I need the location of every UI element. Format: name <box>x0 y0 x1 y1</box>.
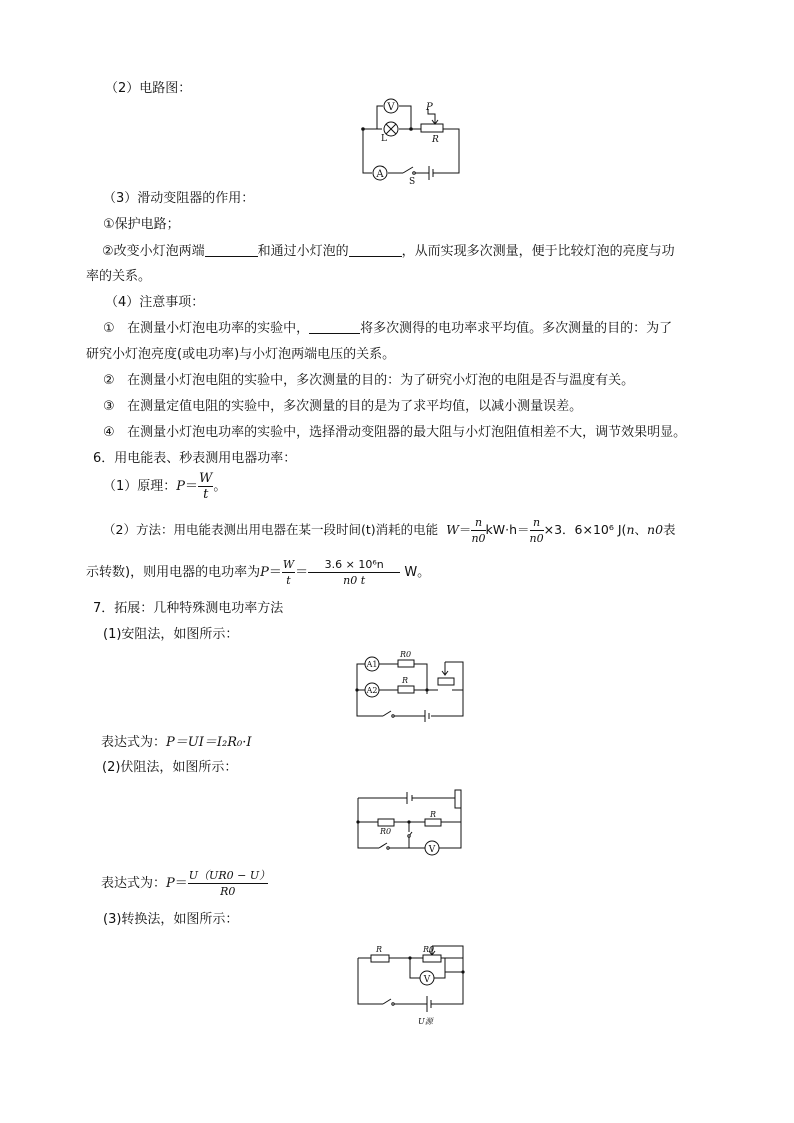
rheostat-symbol <box>423 955 441 962</box>
voltmeter-label: V <box>423 975 431 985</box>
resistor-r-label: R <box>376 945 383 954</box>
rheostat-symbol <box>438 678 454 685</box>
rheostat-label: R0 <box>423 945 435 954</box>
resistor-r-symbol <box>371 955 389 962</box>
rheostat-label: R <box>432 135 439 145</box>
answer-blank[interactable] <box>309 320 360 334</box>
section-4-heading: （4）注意事项： <box>105 295 205 310</box>
resistor-r0-symbol <box>398 660 414 667</box>
note-4: ④ 在测量小灯泡电功率的实验中，选择滑动变阻器的最大阻与小灯泡阻值相差不大，调节效果明显。 <box>103 425 687 440</box>
section-3-item-1: ①保护电路； <box>103 217 180 232</box>
source-voltage-label: U源 <box>418 1017 433 1026</box>
lamp-label: L <box>381 134 387 144</box>
formula-principle: （1）原理：P＝ $\frac{W}{t}$ 。 <box>103 471 227 502</box>
method-3-heading: (3)转换法，如图所示： <box>103 912 239 927</box>
section-3-item-2-cont: 率的关系。 <box>86 269 152 284</box>
voltmeter-label: V <box>387 102 395 113</box>
ammeter-label: A <box>376 169 384 180</box>
circuit-diagram-2 <box>353 650 465 720</box>
note-2: ② 在测量小灯泡电阻的实验中，多次测量的目的：为了研究小灯泡的电阻是否与温度有关。 <box>103 373 635 388</box>
resistor-r0-label: R0 <box>400 650 412 659</box>
section-6-heading: 6．用电能表、秒表测用电器功率： <box>93 451 297 466</box>
ammeter-a1-label: A1 <box>366 660 378 669</box>
resistor-r-label: R <box>402 676 409 685</box>
resistor-r0-symbol <box>378 819 394 826</box>
section-3-heading: （3）滑动变阻器的作用： <box>103 191 255 206</box>
rheostat-symbol <box>455 790 461 808</box>
answer-blank[interactable] <box>205 243 258 257</box>
switch-label: S <box>409 177 416 187</box>
rheostat-symbol <box>421 124 443 132</box>
answer-blank[interactable] <box>349 243 402 257</box>
fraction-w-over-t: $\frac{W}{t}$ <box>199 471 213 502</box>
note-1-cont: 研究小灯泡亮度(或电功率)与小灯泡两端电压的关系。 <box>86 347 396 362</box>
resistor-r-label: R <box>430 810 437 819</box>
formula-method: （2）方法：用电能表测出用电器在某一段时间(t)消耗的电能 W＝ $\frac{n}{n0}$ kW·h＝ $\frac{n}{n0}$ ×3．6×10⁶ J(n、n0表 <box>103 516 676 545</box>
method-1-expression: 表达式为：P＝UI＝I₂R₀·I <box>101 735 252 750</box>
circuit-diagram-3 <box>355 788 465 854</box>
resistor-r-symbol <box>425 819 441 826</box>
resistor-r0-label: R0 <box>380 827 392 836</box>
circuit-diagram-1 <box>355 96 475 187</box>
ammeter-a2-label: A2 <box>366 686 378 695</box>
voltmeter-label: V <box>428 845 436 855</box>
section-2-heading: （2）电路图： <box>105 81 192 96</box>
resistor-r-symbol <box>398 686 414 693</box>
circuit-diagram-4 <box>355 940 465 1026</box>
note-3: ③ 在测量定值电阻的实验中，多次测量的目的是为了求平均值，以减小测量误差。 <box>103 399 583 414</box>
formula-power: 示转数)，则用电器的电功率为P＝ $\frac{W}{t}$ ＝ $\frac{\text{3.6 × 10⁶n}}{n0 t}$ W。 <box>86 558 431 587</box>
method-1-heading: (1)安阻法，如图所示： <box>103 627 239 642</box>
note-1: ① 在测量小灯泡电功率的实验中， 将多次测得的电功率求平均值。多次测量的目的：为了 <box>103 321 673 336</box>
section-7-heading: 7．拓展：几种特殊测电功率方法 <box>93 601 284 616</box>
section-3-item-2: ②改变小灯泡两端 和通过小灯泡的 ，从而实现多次测量，便于比较灯泡的亮度与功 <box>102 244 675 259</box>
slider-label: P <box>426 102 433 113</box>
method-2-expression: 表达式为：P＝ $\frac{U(UR0 - U)}{R0}$ <box>101 869 271 898</box>
method-2-heading: (2)伏阻法，如图所示： <box>102 760 238 775</box>
